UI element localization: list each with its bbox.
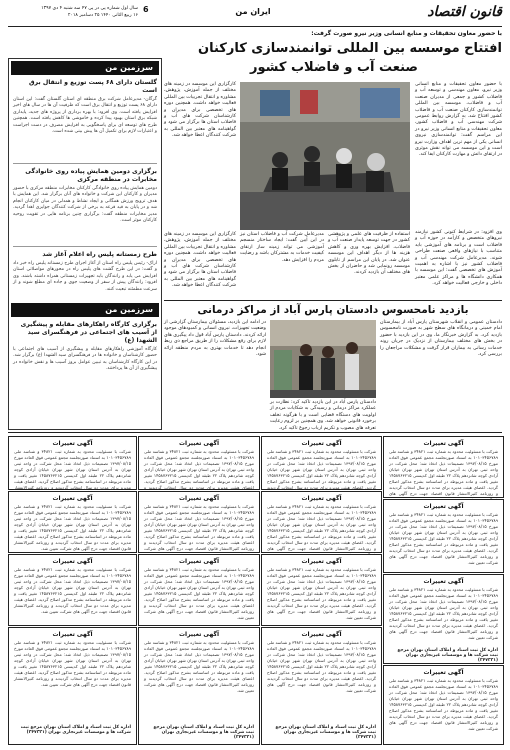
ad-title: آگهی تغییرات [178,558,220,565]
ad-body: شرکت با مسئولیت محدود به شماره ثبت ۳۴۸۲۱ و شناسه ملی ۱۰۱۰۳۴۵۶۷۸۹ به استناد صورتجلسه مجمع عمومی فوق العاده مورخ ۱۳۹۷/۰۸/۱۵ تصمیمات ذیل اتخاذ شد: محل شرکت در واحد ثبتی تهران به آدرس استان تهران شهر تهران خیابان آزادی کوچه شانزدهم پلاک ۲۲ طبقه اول کدپستی ۱۴۵۸۷۶۳۲۱۵ تغییر یافت و ماده مربوطه در اساسنامه بشرح مذکور اصلاح گردید. اعضای هیئت مدیره برای مدت دو سال انتخاب گردیدند و روزنامه کثیرالانتشار قانون اقتصاد جهت درج آگهی های شرکت تعیین شد. [14,640,132,687]
sidebar-title: سرزمین من [105,63,153,72]
section-rule [164,300,502,301]
ad-box [138,436,260,490]
ad-title: آگهی تغییرات [52,631,93,638]
ad-box [261,627,382,745]
ad-signature: اداره کل ثبت اسناد و املاک استان تهران مرجع ثبت شرکت ها و موسسات غیرتجاری تهران (۲۴۷۳۲۱) [20,725,131,735]
ad-box [8,627,137,745]
ad-body: شرکت با مسئولیت محدود به شماره ثبت ۳۴۸۲۱ و شناسه ملی ۱۰۱۰۳۴۵۶۷۸۹ به استناد صورتجلسه مجمع عمومی فوق العاده مورخ ۱۳۹۷/۰۸/۱۵ تصمیمات ذیل اتخاذ شد: محل شرکت در واحد ثبتی تهران به آدرس استان تهران شهر تهران خیابان آزادی کوچه شانزدهم پلاک ۲۲ طبقه اول کدپستی ۱۴۵۸۷۶۳۲۱۵ تغییر یافت و ماده مربوطه در اساسنامه بشرح مذکور اصلاح گردید. اعضای هیئت مدیره برای مدت دو سال انتخاب گردیدند و روزنامه کثیرالانتشار قانون اقتصاد جهت درج آگهی های [267,504,377,551]
ad-body: شرکت با مسئولیت محدود به شماره ثبت ۳۴۸۲۱ و شناسه ملی ۱۰۱۰۳۴۵۶۷۸۹ به استناد صورتجلسه مجمع عمومی فوق العاده مورخ ۱۳۹۷/۰۸/۱۵ تصمیمات ذیل اتخاذ شد: محل شرکت در واحد ثبتی تهران به آدرس استان تهران شهر تهران خیابان آزادی کوچه شانزدهم پلاک ۲۲ طبقه اول کدپستی ۱۴۵۸۷۶۳۲۱۵ تغییر یافت و ماده مربوطه در اساسنامه بشرح مذکور اصلاح گردید. اعضای هیئت مدیره برای مدت دو سال انتخاب گردیدند و روزنامه کثیرالانتشار قانون اقتصاد جهت درج آگهی های شرکت تعیین شد. [14,567,132,614]
lead-headline-line-2: صنعت آب و فاضلاب کشور [250,60,418,75]
ad-body: شرکت با مسئولیت محدود به شماره ثبت ۳۴۸۲۱ و شناسه ملی ۱۰۱۰۳۴۵۶۷۸۹ به استناد صورتجلسه مجمع عمومی فوق العاده مورخ ۱۳۹۷/۰۸/۱۵ تصمیمات ذیل اتخاذ شد: محل شرکت در واحد ثبتی تهران به آدرس استان تهران شهر تهران خیابان آزادی کوچه شانزدهم پلاک ۲۲ طبقه اول کدپستی ۱۴۵۸۷۶۳۲۱۵ تغییر یافت و ماده مربوطه در اساسنامه بشرح مذکور اصلاح گردید. اعضای هیئت مدیره برای مدت دو سال انتخاب گردیدند و روزنامه کثیرالانتشار قانون اقتصاد جهت درج آگهی های شرکت تعیین شد. [389,512,499,565]
ad-body: شرکت با مسئولیت محدود به شماره ثبت ۳۴۸۲۱ و شناسه ملی ۱۰۱۰۳۴۵۶۷۸۹ به استناد صورتجلسه مجمع عمومی فوق العاده مورخ ۱۳۹۷/۰۸/۱۵ تصمیمات ذیل اتخاذ شد: محل شرکت در واحد ثبتی تهران به آدرس استان تهران شهر تهران خیابان آزادی کوچه شانزدهم پلاک ۲۲ طبقه اول کدپستی ۱۴۵۸۷۶۳۲۱۵ تغییر یافت و ماده مربوطه در اساسنامه بشرح مذکور اصلاح گردید. اعضای هیئت مدیره برای مدت دو سال انتخاب گردیدند و روزنامه کثیرالانتشار قانون اقتصاد جهت درج آگهی های شرکت [144,504,255,551]
ad-title: آگهی تغییرات [178,440,220,447]
ad-body: شرکت با مسئولیت محدود به شماره ثبت ۳۴۸۲۱ و شناسه ملی ۱۰۱۰۳۴۵۶۷۸۹ به استناد صورتجلسه مجمع عمومی فوق العاده مورخ ۱۳۹۷/۰۸/۱۵ تصمیمات ذیل اتخاذ شد: محل شرکت در واحد ثبتی تهران به آدرس استان تهران شهر تهران خیابان آزادی کوچه شانزدهم پلاک ۲۲ طبقه اول کدپستی ۱۴۵۸۷۶۳۲۱۵ تغییر یافت و ماده مربوطه در اساسنامه بشرح مذکور اصلاح گردید. اعضای هیئت مدیره برای مدت دو سال انتخاب گردیدند و روزنامه کثیرالانتشار قانون اقتصاد جهت درج آگهی های شرکت تعیین شد. [267,567,377,620]
ad-title: آگهی تغییرات [423,578,464,585]
ad-title: آگهی تغییرات [301,440,342,447]
second-body-col-2: دادستان پارس آباد در این بازدید تاکید کرد: نظارت بر عملکرد مراکز درمانی و رسیدگی به شکایات مردم از اولویت های دستگاه قضایی است و با هرگونه تخلف برخورد قانونی خواهد شد. وی همچنین بر لزوم رعایت تعرفه های مصوب و تکریم ارباب رجوع تاکید کرد. [270,400,376,431]
ad-body: شرکت با مسئولیت محدود به شماره ثبت ۳۴۸۲۱ و شناسه ملی ۱۰۱۰۳۴۵۶۷۸۹ به استناد صورتجلسه مجمع عمومی فوق العاده مورخ ۱۳۹۷/۰۸/۱۵ تصمیمات ذیل اتخاذ شد: محل شرکت در واحد ثبتی تهران به آدرس استان تهران شهر تهران خیابان آزادی کوچه شانزدهم پلاک ۲۲ طبقه اول کدپستی ۱۴۵۸۷۶۳۲۱۵ تغییر یافت و ماده مربوطه در اساسنامه بشرح مذکور اصلاح گردید. اعضای هیئت مدیره برای مدت دو سال انتخاب گردیدند و روزنامه کثیرالانتشار قانون اقتصاد جهت درج آگهی های شرکت تعیین شد. [389,678,499,731]
ad-body: شرکت با مسئولیت محدود به شماره ثبت ۳۴۸۲۱ و شناسه ملی ۱۰۱۰۳۴۵۶۷۸۹ به استناد صورتجلسه مجمع عمومی فوق العاده مورخ ۱۳۹۷/۰۸/۱۵ تصمیمات ذیل اتخاذ شد: محل شرکت در واحد ثبتی تهران به آدرس استان تهران شهر تهران خیابان آزادی کوچه شانزدهم پلاک ۲۲ طبقه اول کدپستی ۱۴۵۸۷۶۳۲۱۵ تغییر یافت و ماده مربوطه در اساسنامه بشرح مذکور اصلاح گردید. اعضای هیئت مدیره برای مدت دو سال انتخاب گردیدند و روزنامه کثیرالانتشار قانون اقتصاد جهت درج آگهی های [389,449,499,496]
officials-photo-image [270,320,376,398]
ad-title: آگهی تغییرات [423,440,464,447]
ad-body: شرکت با مسئولیت محدود به شماره ثبت ۳۴۸۲۱ و شناسه ملی ۱۰۱۰۳۴۵۶۷۸۹ به استناد صورتجلسه مجمع عمومی فوق العاده مورخ ۱۳۹۷/۰۸/۱۵ تصمیمات ذیل اتخاذ شد: محل شرکت در واحد ثبتی تهران به آدرس استان تهران شهر تهران خیابان آزادی کوچه شانزدهم پلاک ۲۲ طبقه اول کدپستی ۱۴۵۸۷۶۳۲۱۵ تغییر یافت و ماده مربوطه در اساسنامه بشرح مذکور اصلاح گردید. اعضای هیئت مدیره برای مدت دو سال انتخاب گردیدند و [144,449,255,490]
sidebar-title-bar [11,61,159,75]
ads-top-rule [8,432,502,433]
ad-title: آگهی تغییرات [178,631,220,638]
page-title: ایران من [235,7,271,16]
ad-body: شرکت با مسئولیت محدود به شماره ثبت ۳۴۸۲۱ و شناسه ملی ۱۰۱۰۳۴۵۶۷۸۹ به استناد صورتجلسه مجمع عمومی فوق العاده مورخ ۱۳۹۷/۰۸/۱۵ تصمیمات ذیل اتخاذ شد: محل شرکت در واحد ثبتی تهران به آدرس استان تهران شهر تهران خیابان آزادی کوچه شانزدهم پلاک ۲۲ طبقه اول کدپستی ۱۴۵۸۷۶۳۲۱۵ تغییر یافت و ماده مربوطه در اساسنامه بشرح مذکور اصلاح گردید. اعضای هیئت مدیره برای مدت دو سال انتخاب گردیدند و روزنامه کثیرالانتشار قانون اقتصاد جهت درج آگهی های شرکت تعیین شد. [389,587,499,640]
lead-body-col-6: کارگزاری این موسسه در زمینه های مختلف از جمله آموزش، پژوهش، مشاوره و انتقال تجربیات بین المللی فعالیت خواهد داشت. همچنین دوره های تخصصی برای مدیران و کارشناسان شرکت های آب و فاضلاب استان ها برگزار می شود و گواهینامه های معتبر بین المللی به شرکت کنندگان اعطا خواهد شد. [164,232,236,289]
ad-signature: اداره کل ثبت اسناد و املاک استان تهران مرجع ثبت شرکت ها و موسسات غیرتجاری تهران (۲۴۷۳۲۱) [397,648,498,663]
sidebar [8,58,162,430]
ad-box [383,436,504,498]
newspaper-logo: قانون اقتصاد [427,4,502,20]
ad-box [8,554,137,626]
ad-box [138,554,260,626]
second-headline: بازدید نامحسوس دادستان پارس آباد از مراکز درمانی [197,304,469,316]
ad-title: آگهی تغییرات [52,495,93,502]
lead-body-col-5: مدیرعامل شرکت آب و فاضلاب استان نیز در این آیین گفت: ایجاد ساختار منسجم آموزشی می تواند زمینه ساز ارتقای کیفیت خدمات به مشترکان باشد و رضایت مردم را افزایش دهد. [240,232,324,263]
lead-headline-line-1: افتتاح موسسه بین المللی توانمندسازی کارکنان [198,41,502,56]
sidebar-title-bar-2 [11,303,159,317]
sidebar-body-3: اراک- رئیس پلیس راه استان از آغاز اجرای طرح زمستانه پلیس راه خبر داد و گفت: در این طرح گشت های پلیس راه در محورهای مواصلاتی استان افزایش می یابد و رانندگان باید تجهیزات زمستانی همراه داشته باشند. وی افزود: رانندگان پیش از سفر از وضعیت جوی و جاده ای مطلع شوند و از سرعت مطمئنه تبعیت کنند. [13,261,157,292]
ad-body: شرکت با مسئولیت محدود به شماره ثبت ۳۴۸۲۱ و شناسه ملی ۱۰۱۰۳۴۵۶۷۸۹ به استناد صورتجلسه مجمع عمومی فوق العاده مورخ ۱۳۹۷/۰۸/۱۵ تصمیمات ذیل اتخاذ شد: محل شرکت در واحد ثبتی تهران به آدرس استان تهران شهر تهران خیابان آزادی کوچه شانزدهم پلاک ۲۲ طبقه اول کدپستی ۱۴۵۸۷۶۳۲۱۵ تغییر یافت و ماده مربوطه در اساسنامه بشرح مذکور اصلاح گردید. اعضای هیئت مدیره برای مدت دو سال انتخاب گردیدند و روزنامه کثیرالانتشار قانون اقتصاد جهت درج آگهی های شرکت تعیین شد. [144,567,255,620]
lead-body-col-3: وی افزود: در شرایط کنونی کشور نیازمند نیروهای متخصص و کارآمد در حوزه آب و فاضلاب است و برنامه های آموزشی باید متناسب با نیازهای واقعی صنعت طراحی شوند. مدیرعامل شرکت مهندسی آب و فاضلاب کشور نیز با اشاره به اهمیت آموزش های تخصصی گفت: این موسسه با همکاری دانشگاه ها و مراکز علمی معتبر داخلی و خارجی فعالیت خواهد کرد. [415,230,502,287]
ad-title: آگهی تغییرات [423,503,464,510]
ad-title: آگهی تغییرات [52,440,93,447]
lead-body-col-1: با حضور معاون تحقیقات و منابع انسانی وزیر نیرو، معاون مهندسی و توسعه آب و فاضلاب کشور و جمعی از مدیران صنعت آب و فاضلاب، موسسه بین المللی توانمندسازی کارکنان صنعت آب و فاضلاب کشور افتتاح شد. به گزارش روابط عمومی شرکت مهندسی آب و فاضلاب کشور، معاون تحقیقات و منابع انسانی وزیر نیرو در این مراسم گفت: توانمندسازی نیروی انسانی یکی از مهم ترین اهداف وزارت نیرو است و این موسسه می تواند نقش موثری در ارتقای دانش و مهارت کارکنان ایفا کند. [415,82,502,158]
meeting-photo-image [240,82,410,230]
date-line-1: سال اول شماره پی در پی ۴۷ سه شنبه ۴ دی ۱۳۹۷ [41,6,138,11]
ad-title: آگهی تغییرات [301,631,342,638]
page-number: 6 [143,5,149,14]
sidebar-divider [13,163,157,164]
sidebar-title-repeat: سرزمین من [105,305,153,314]
ad-title: آگهی تغییرات [178,495,220,502]
lead-kicker: با حضور معاون تحقیقات و منابع انسانی وزیر نیرو صورت گرفت: [311,30,502,37]
ad-body: شرکت با مسئولیت محدود به شماره ثبت ۳۴۸۲۱ و شناسه ملی ۱۰۱۰۳۴۵۶۷۸۹ به استناد صورتجلسه مجمع عمومی فوق العاده مورخ ۱۳۹۷/۰۸/۱۵ تصمیمات ذیل اتخاذ شد: محل شرکت در واحد ثبتی تهران به آدرس استان تهران شهر تهران خیابان آزادی کوچه شانزدهم پلاک ۲۲ طبقه اول کدپستی ۱۴۵۸۷۶۳۲۱۵ تغییر یافت و ماده مربوطه در اساسنامه بشرح مذکور اصلاح گردید. اعضای هیئت مدیره برای مدت دو سال انتخاب گردیدند و روزنامه کثیرالانتشار قانون اقتصاد جهت درج آگهی های شرکت تعیین شد. [144,640,255,693]
ad-box [138,627,260,745]
ad-signature: اداره کل ثبت اسناد و املاک استان تهران مرجع ثبت شرکت ها و موسسات غیرتجاری تهران (۲۴۷۳۲۱) [153,725,254,740]
sidebar-divider [13,246,157,247]
sidebar-headline-2: برگزاری دومین همایش پیاده روی خانوادگی مخابرات در منطقه مرکزی [25,168,157,183]
lead-body-col-2: کارگزاری این موسسه در زمینه های مختلف از جمله آموزش، پژوهش، مشاوره و انتقال تجربیات بین المللی فعالیت خواهد داشت. همچنین دوره های تخصصی برای مدیران و کارشناسان شرکت های آب و فاضلاب استان ها برگزار می شود و گواهینامه های معتبر بین المللی به شرکت کنندگان اعطا خواهد شد. [164,82,236,139]
header-rule [8,26,502,27]
ad-title: آگهی تغییرات [52,558,93,565]
ad-box [383,574,504,664]
sidebar-body-1: گرگان- مدیرعامل شرکت برق منطقه ای استان گلستان گفت: این استان دارای ۶۸ پست توزیع و انتقال برق است که ظرفیت آن ها در سال های اخیر افزایش یافته است. وی افزود: با بهره برداری از پروژه های جدید، پایداری شبکه برق استان بهبود پیدا کرده و خاموشی ها کاهش یافته است. همچنین طرح های توسعه ای برای پاسخگویی به افزایش مصرف در دست اجراست و اعتبارات لازم برای تکمیل آن ها پیش بینی شده است. [13,97,157,135]
masthead [8,4,502,26]
ad-box [8,491,137,553]
ad-title: آگهی تغییرات [423,669,464,676]
date-line-2: ۱۶ ربیع الثانی ۱۴۴۰ ۲۵ دسامبر ۲۰۱۸ [68,13,138,18]
ad-box [383,499,504,573]
second-body-col-1: دادستان عمومی و انقلاب شهرستان پارس آباد از بیمارستان امام خمینی و درمانگاه های سطح شهر به صورت نامحسوس بازدید کرد. به گزارش خبرنگار ما، وی در این بازدید با حضور در بخش های مختلف بیمارستان از نزدیک در جریان روند خدمات رسانی به بیماران قرار گرفت و مشکلات مراجعان را بررسی کرد. [380,320,502,358]
ad-title: آگهی تغییرات [301,495,342,502]
lead-body-col-4: استفاده از ظرفیت های علمی و پژوهشی کشور در جهت توسعه پایدار صنعت آب و فاضلاب، افزایش بهره وری و کاهش هزینه ها از دیگر اهداف این موسسه عنوان شد. در پایان این مراسم از تابلوی موسسه رونمایی شد و حاضران از بخش های مختلف آن بازدید کردند. [328,232,410,276]
second-body-col-3: در ادامه این بازدید، مسئولان بیمارستان گزارشی از وضعیت تجهیزات، نیروی انسانی و کمبودهای موجود ارائه کردند. دادستان پارس آباد قول داد پیگیری های لازم برای رفع مشکلات را از طریق مراجع ذی ربط انجام دهد تا خدمات بهتری به مردم منطقه ارائه شود. [164,320,266,358]
ad-box [138,491,260,553]
second-photo [270,320,376,398]
ad-box [8,436,137,490]
sidebar-headline-3: طرح زمستانه پلیس راه اعلام آغاز شد [42,251,157,258]
ad-body: شرکت با مسئولیت محدود به شماره ثبت ۳۴۸۲۱ و شناسه ملی ۱۰۱۰۳۴۵۶۷۸۹ به استناد صورتجلسه مجمع عمومی فوق العاده مورخ ۱۳۹۷/۰۸/۱۵ تصمیمات ذیل اتخاذ شد: محل شرکت در واحد ثبتی تهران به آدرس استان تهران شهر تهران خیابان آزادی کوچه شانزدهم پلاک ۲۲ طبقه اول کدپستی ۱۴۵۸۷۶۳۲۱۵ تغییر یافت و ماده مربوطه در اساسنامه بشرح مذکور اصلاح گردید. اعضای هیئت مدیره برای مدت دو سال انتخاب گردیدند [267,449,377,490]
lead-photo [240,82,410,230]
ad-box [383,665,504,745]
ad-signature: اداره کل ثبت اسناد و املاک استان تهران مرجع ثبت شرکت ها و موسسات غیرتجاری تهران (۲۴۷۳۲۱) [275,725,376,740]
ad-body: شرکت با مسئولیت محدود به شماره ثبت ۳۴۸۲۱ و شناسه ملی ۱۰۱۰۳۴۵۶۷۸۹ به استناد صورتجلسه مجمع عمومی فوق العاده مورخ ۱۳۹۷/۰۸/۱۵ تصمیمات ذیل اتخاذ شد: محل شرکت در واحد ثبتی تهران به آدرس استان تهران شهر تهران خیابان آزادی کوچه شانزدهم پلاک ۲۲ طبقه اول کدپستی ۱۴۵۸۷۶۳۲۱۵ تغییر یافت و ماده مربوطه در اساسنامه بشرح مذکور اصلاح گردید. اعضای هیئت مدیره برای مدت دو سال انتخاب گردیدند و روزنامه کثیرالانتشار قانون اقتصاد جهت درج آگهی های شرکت تعیین شد. [267,640,377,693]
sidebar-body-2: دومین همایش پیاده روی خانوادگی کارکنان مخابرات منطقه مرکزی با حضور مدیران و کارکنان این شرکت و خانواده های آنان برگزار شد. این همایش با هدف ترویج ورزش همگانی و ایجاد نشاط و همدلی در میان کارکنان انجام شد و در پایان به قید قرعه به برخی از شرکت کنندگان جوایزی اهدا گردید. مدیر مخابرات منطقه گفت: برگزاری چنین برنامه هایی در تقویت روحیه کارکنان موثر است. [13,186,157,224]
ad-box [261,436,382,490]
sidebar-body-4: کارگاه آموزشی راهکارهای مقابله و پیشگیری از آسیب های اجتماعی با حضور کارشناسان و خانواده ها در فرهنگسرای سید الشهدا (ع) برگزار شد. در این کارگاه کارشناسان به تبیین عوامل بروز آسیب ها و نقش خانواده در پیشگیری از آن ها پرداختند. [13,347,157,372]
ad-title: آگهی تغییرات [301,558,342,565]
ad-box [261,491,382,553]
sidebar-headline-4: برگزاری کارگاه راهکارهای مقابله و پیشگیری از آسیب های اجتماعی در فرهنگسرای سید الشهدا (ع) [20,321,157,344]
sidebar-headline-1: گلستان دارای ۶۸ پست توزیع و انتقال برق است [29,79,157,94]
ad-body: شرکت با مسئولیت محدود به شماره ثبت ۳۴۸۲۱ و شناسه ملی ۱۰۱۰۳۴۵۶۷۸۹ به استناد صورتجلسه مجمع عمومی فوق العاده مورخ ۱۳۹۷/۰۸/۱۵ تصمیمات ذیل اتخاذ شد: محل شرکت در واحد ثبتی تهران به آدرس استان تهران شهر تهران خیابان آزادی کوچه شانزدهم پلاک ۲۲ طبقه اول کدپستی ۱۴۵۸۷۶۳۲۱۵ تغییر یافت و ماده مربوطه در اساسنامه بشرح مذکور اصلاح گردید. اعضای هیئت مدیره برای مدت دو سال انتخاب گردیدند و روزنامه کثیرالانتشار [14,449,132,490]
ad-box [261,554,382,626]
ad-body: شرکت با مسئولیت محدود به شماره ثبت ۳۴۸۲۱ و شناسه ملی ۱۰۱۰۳۴۵۶۷۸۹ به استناد صورتجلسه مجمع عمومی فوق العاده مورخ ۱۳۹۷/۰۸/۱۵ تصمیمات ذیل اتخاذ شد: محل شرکت در واحد ثبتی تهران به آدرس استان تهران شهر تهران خیابان آزادی کوچه شانزدهم پلاک ۲۲ طبقه اول کدپستی ۱۴۵۸۷۶۳۲۱۵ تغییر یافت و ماده مربوطه در اساسنامه بشرح مذکور اصلاح گردید. اعضای هیئت مدیره برای مدت دو سال انتخاب گردیدند و روزنامه کثیرالانتشار قانون اقتصاد جهت درج آگهی های شرکت تعیین شد. [14,504,132,551]
